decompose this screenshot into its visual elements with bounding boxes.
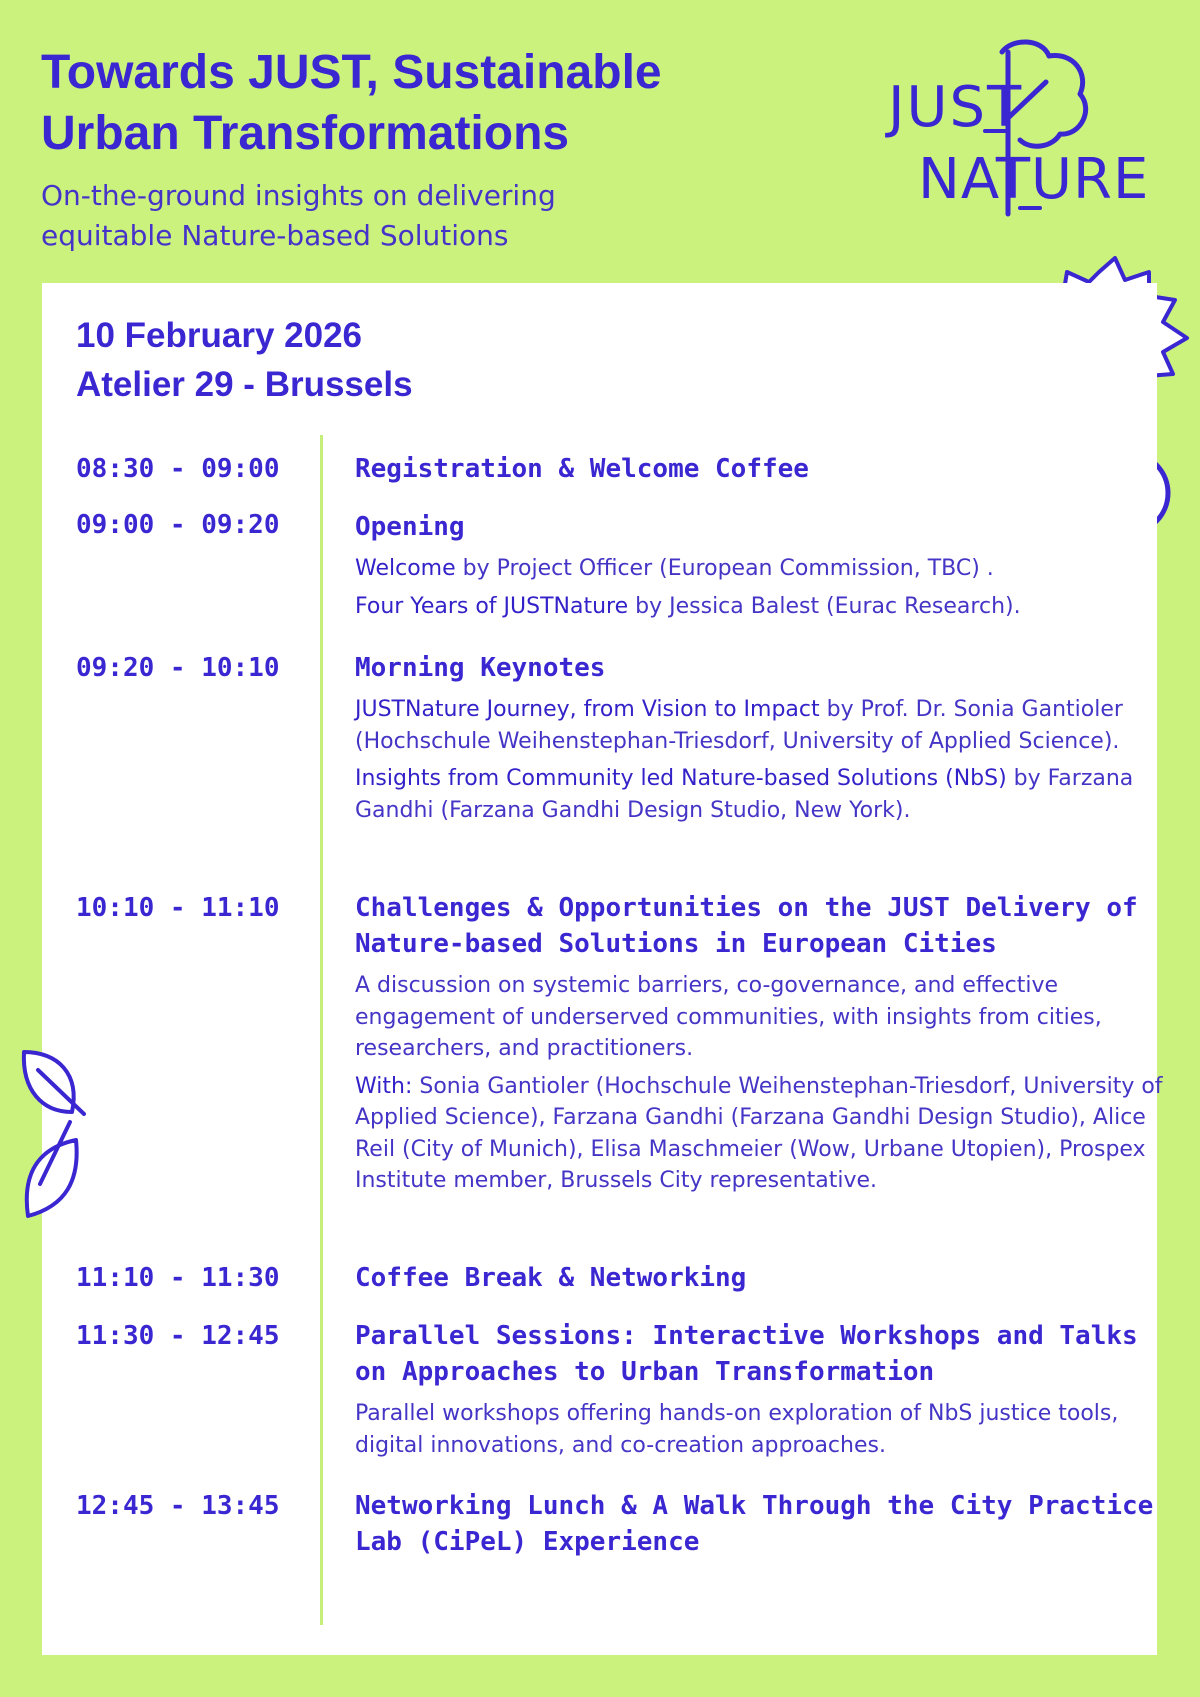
event-date: 10 February 2026 [76,316,363,355]
agenda-time: 08:30 - 09:00 [76,454,280,484]
agenda-time: 11:10 - 11:30 [76,1263,280,1293]
page-subtitle [41,176,861,256]
session-description [355,1071,1175,1197]
agenda-time: 10:10 - 11:10 [76,893,280,923]
speaker-details: by Jessica Balest (Eurac Research). [628,593,1021,619]
agenda-content [355,1488,1175,1560]
timeline-divider [320,435,323,1625]
session-title: Parallel Sessions: Interactive Workshops and Talks on Approaches to Urban Transformation [355,1321,1138,1387]
agenda-content [355,451,1175,487]
title-line-2: Urban Transformations [41,107,570,160]
leaf-icon [18,1048,90,1220]
subtitle-line-1: On-the-ground insights on delivering [41,179,556,212]
agenda-time: 09:20 - 10:10 [76,653,280,683]
session-description [355,763,1175,826]
session-description [355,553,1175,585]
session-title: Registration & Welcome Coffee [355,454,809,484]
justnature-logo [884,38,1150,226]
speaker-highlight: Welcome [355,556,456,581]
agenda-time: 11:30 - 12:45 [76,1321,280,1351]
speaker-details: by Project Officer (European Commission, TBC) . [455,556,994,581]
agenda-content [355,507,1175,622]
speaker-details: by Prof. Dr. Sonia Gantioler (Hochschule Weihenstephan-Triesdorf, University of Applied Science). [355,697,1123,754]
speaker-highlight: JUSTNature Journey, from Vision to Impact [355,697,820,722]
agenda-content [355,1260,1175,1296]
title-line-1: Towards JUST, Sustainable [41,46,662,99]
page-title [41,42,861,164]
session-title: Challenges & Opportunities on the JUST Delivery of Nature-based Solutions in European Cities [355,893,1138,959]
event-venue: Atelier 29 - Brussels [76,365,413,404]
speaker-highlight: With: [355,1073,413,1099]
speaker-highlight: Insights from Community led Nature-based Solutions (NbS) [355,766,1007,791]
agenda-content [355,890,1175,1197]
session-title: Opening [355,512,465,542]
session-title: Coffee Break & Networking [355,1263,747,1293]
agenda-content [355,650,1175,826]
agenda-content [355,1318,1175,1461]
session-description: A discussion on systemic barriers, co-governance, and effective engagement of underserved communities, with insights from cities, researchers, and practitioners. [355,973,1102,1061]
agenda-time: 12:45 - 13:45 [76,1491,280,1521]
event-info [76,311,413,409]
session-description: Parallel workshops offering hands-on exploration of NbS justice tools, digital innovations, and co-creation approaches. [355,1401,1119,1458]
speaker-highlight: Four Years of JUSTNature [355,593,629,619]
session-title: Morning Keynotes [355,653,606,683]
speaker-details: Sonia Gantioler (Hochschule Weihenstephan-Triesdorf, University of Applied Science), Farzana Gandhi (Farzana Gandhi Design Studio), Alice Reil (City of Munich), Elisa Maschmeier (Wow, Urbane Utopien), Prospex Institute member, Brussels City representative. [355,1073,1163,1193]
session-description [355,694,1175,757]
session-title: Networking Lunch & A Walk Through the City Practice Lab (CiPeL) Experience [355,1491,1154,1557]
header [41,42,861,256]
speaker-details: by Farzana Gandhi (Farzana Gandhi Design Studio, New York). [355,766,1134,823]
subtitle-line-2: equitable Nature-based Solutions [41,219,509,252]
logo-text-line-1: JUST [888,75,1024,140]
agenda-card [42,283,1163,1655]
logo-text-line-2: NATURE [918,147,1150,212]
agenda-time: 09:00 - 09:20 [76,510,280,540]
session-description [355,591,1175,623]
